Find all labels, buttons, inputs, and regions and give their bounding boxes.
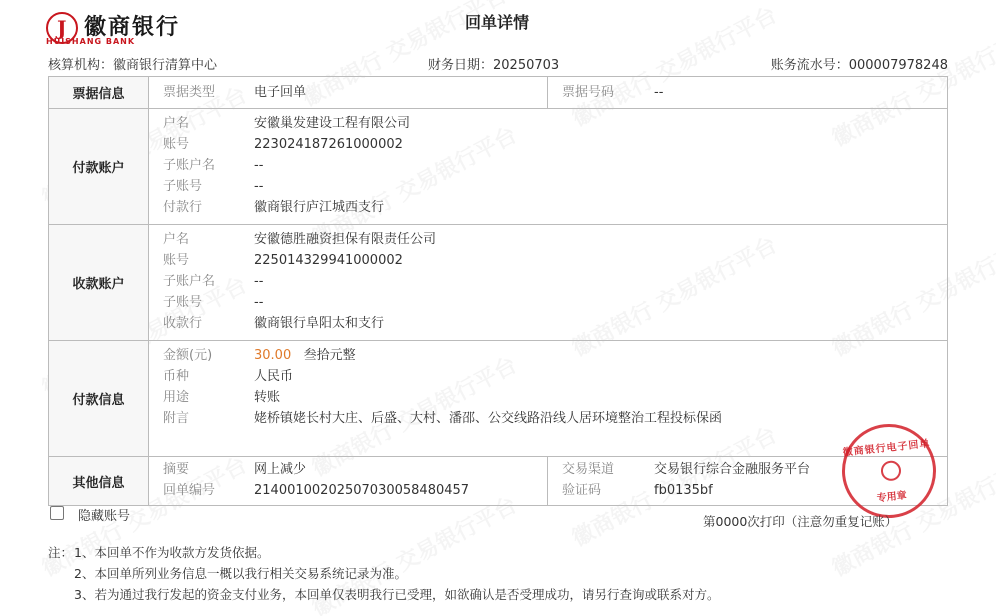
purpose-value: 转账 bbox=[254, 390, 281, 405]
payee-row bbox=[149, 229, 947, 250]
bill-info-header: 票据信息 bbox=[49, 77, 149, 108]
receipt-header bbox=[46, 10, 948, 50]
payer-row bbox=[149, 113, 947, 134]
receipt-meta bbox=[46, 54, 948, 73]
note-text: 2、本回单所列业务信息一概以我行相关交易系统记录为准。 bbox=[74, 566, 407, 581]
payee-row bbox=[149, 313, 947, 334]
channel-label: 交易渠道 bbox=[562, 462, 615, 477]
receipt-table bbox=[48, 76, 948, 506]
currency-row bbox=[149, 366, 947, 387]
financial-date-label: 财务日期： bbox=[428, 58, 494, 73]
hide-account-checkbox[interactable] bbox=[50, 506, 64, 520]
accounting-org-label: 核算机构： bbox=[48, 58, 114, 73]
amount-label: 金额(元) bbox=[163, 348, 213, 363]
accounting-org-value: 徽商银行清算中心 bbox=[113, 58, 218, 73]
verify-code-label: 验证码 bbox=[562, 483, 602, 498]
seal-logo-icon bbox=[880, 460, 902, 482]
remark-label: 附言 bbox=[163, 411, 190, 426]
bank-name-en: HUISHANG BANK bbox=[46, 37, 136, 46]
verify-code-value: fb0135bf bbox=[654, 483, 713, 498]
bill-info-section bbox=[49, 77, 947, 109]
note-item bbox=[48, 563, 948, 584]
other-info-header: 其他信息 bbox=[49, 457, 149, 505]
payer-label: 户名 bbox=[163, 116, 190, 131]
serial-number bbox=[771, 54, 948, 73]
purpose-label: 用途 bbox=[163, 390, 190, 405]
amount-row bbox=[149, 345, 947, 366]
financial-date bbox=[428, 54, 559, 73]
payee-value: 徽商银行阜阳太和支行 bbox=[254, 316, 385, 331]
accounting-org bbox=[48, 54, 217, 73]
payee-label: 户名 bbox=[163, 232, 190, 247]
payer-label: 付款行 bbox=[163, 200, 203, 215]
amount-value: 30.00 bbox=[254, 348, 292, 363]
payee-row bbox=[149, 271, 947, 292]
bill-info-row bbox=[149, 77, 947, 109]
payee-header: 收款账户 bbox=[49, 225, 149, 340]
amount-figures bbox=[254, 345, 356, 366]
payer-label: 账号 bbox=[163, 137, 190, 152]
payer-value: -- bbox=[254, 179, 264, 194]
purpose-row bbox=[149, 387, 947, 408]
bill-no-value: -- bbox=[654, 85, 664, 100]
other-info-section bbox=[49, 457, 947, 505]
page-title: 回单详情 bbox=[464, 13, 529, 32]
payee-label: 子账号 bbox=[163, 295, 203, 310]
receipt-options bbox=[48, 504, 948, 529]
receipt-no-value: 21400100202507030058480457 bbox=[254, 483, 470, 498]
payer-row bbox=[149, 155, 947, 176]
payer-label: 子账号 bbox=[163, 179, 203, 194]
notes-prefix: 注： bbox=[48, 545, 74, 560]
payee-value: -- bbox=[254, 274, 264, 289]
note-item bbox=[48, 584, 948, 605]
hide-account-label[interactable]: 隐藏账号 bbox=[78, 509, 131, 524]
payer-value: -- bbox=[254, 158, 264, 173]
bank-name-cn: 徽商银行 bbox=[84, 14, 181, 40]
note-text: 1、本回单不作为收款方发货依据。 bbox=[74, 545, 270, 560]
seal-top-text: 徽商银行电子回单 bbox=[842, 438, 931, 459]
payee-value: 安徽德胜融资担保有限责任公司 bbox=[254, 232, 437, 247]
payment-section bbox=[49, 341, 947, 457]
payer-row bbox=[149, 197, 947, 218]
remark-value: 姥桥镇姥长村大庄、后盛、大村、潘邵、公交线路沿线人居环境整治工程投标保函 bbox=[254, 411, 723, 426]
other-info-row bbox=[149, 480, 947, 501]
payee-value: 225014329941000002 bbox=[254, 253, 403, 268]
payer-row bbox=[149, 134, 947, 155]
notes-section bbox=[48, 542, 948, 605]
payer-value: 223024187261000002 bbox=[254, 137, 403, 152]
financial-date-value: 20250703 bbox=[493, 58, 560, 73]
payee-label: 收款行 bbox=[163, 316, 203, 331]
bill-type-value: 电子回单 bbox=[254, 85, 307, 100]
payer-section bbox=[49, 109, 947, 225]
summary-label: 摘要 bbox=[163, 462, 190, 477]
payee-row bbox=[149, 250, 947, 271]
payer-label: 子账户名 bbox=[163, 158, 216, 173]
amount-words: 叁拾元整 bbox=[303, 348, 356, 363]
payer-header: 付款账户 bbox=[49, 109, 149, 224]
bill-type-label: 票据类型 bbox=[163, 85, 216, 100]
payer-value: 徽商银行庐江城西支行 bbox=[254, 200, 385, 215]
payee-section bbox=[49, 225, 947, 341]
payer-value: 安徽巢发建设工程有限公司 bbox=[254, 116, 411, 131]
other-info-row bbox=[149, 459, 947, 480]
remark-row bbox=[149, 408, 947, 429]
receipt-no-label: 回单编号 bbox=[163, 483, 216, 498]
serial-number-label: 账务流水号： bbox=[770, 58, 849, 73]
payee-value: -- bbox=[254, 295, 264, 310]
payer-row bbox=[149, 176, 947, 197]
currency-label: 币种 bbox=[163, 369, 190, 384]
note-text: 3、若为通过我行发起的资金支付业务，本回单仅表明我行已受理，如欲确认是否受理成功，请另行查询或联系对方。 bbox=[74, 587, 720, 602]
serial-number-value: 000007978248 bbox=[848, 58, 948, 73]
print-count-info: 第0000次打印（注意勿重复记账） bbox=[703, 514, 898, 529]
currency-value: 人民币 bbox=[254, 369, 294, 384]
payee-label: 账号 bbox=[163, 253, 190, 268]
note-item bbox=[48, 542, 948, 563]
payee-label: 子账户名 bbox=[163, 274, 216, 289]
bill-no-label: 票据号码 bbox=[562, 85, 615, 100]
channel-value: 交易银行综合金融服务平台 bbox=[654, 462, 811, 477]
summary-value: 网上减少 bbox=[254, 462, 307, 477]
payment-header: 付款信息 bbox=[49, 341, 149, 456]
seal-bottom-text: 专用章 bbox=[876, 490, 908, 505]
payee-row bbox=[149, 292, 947, 313]
